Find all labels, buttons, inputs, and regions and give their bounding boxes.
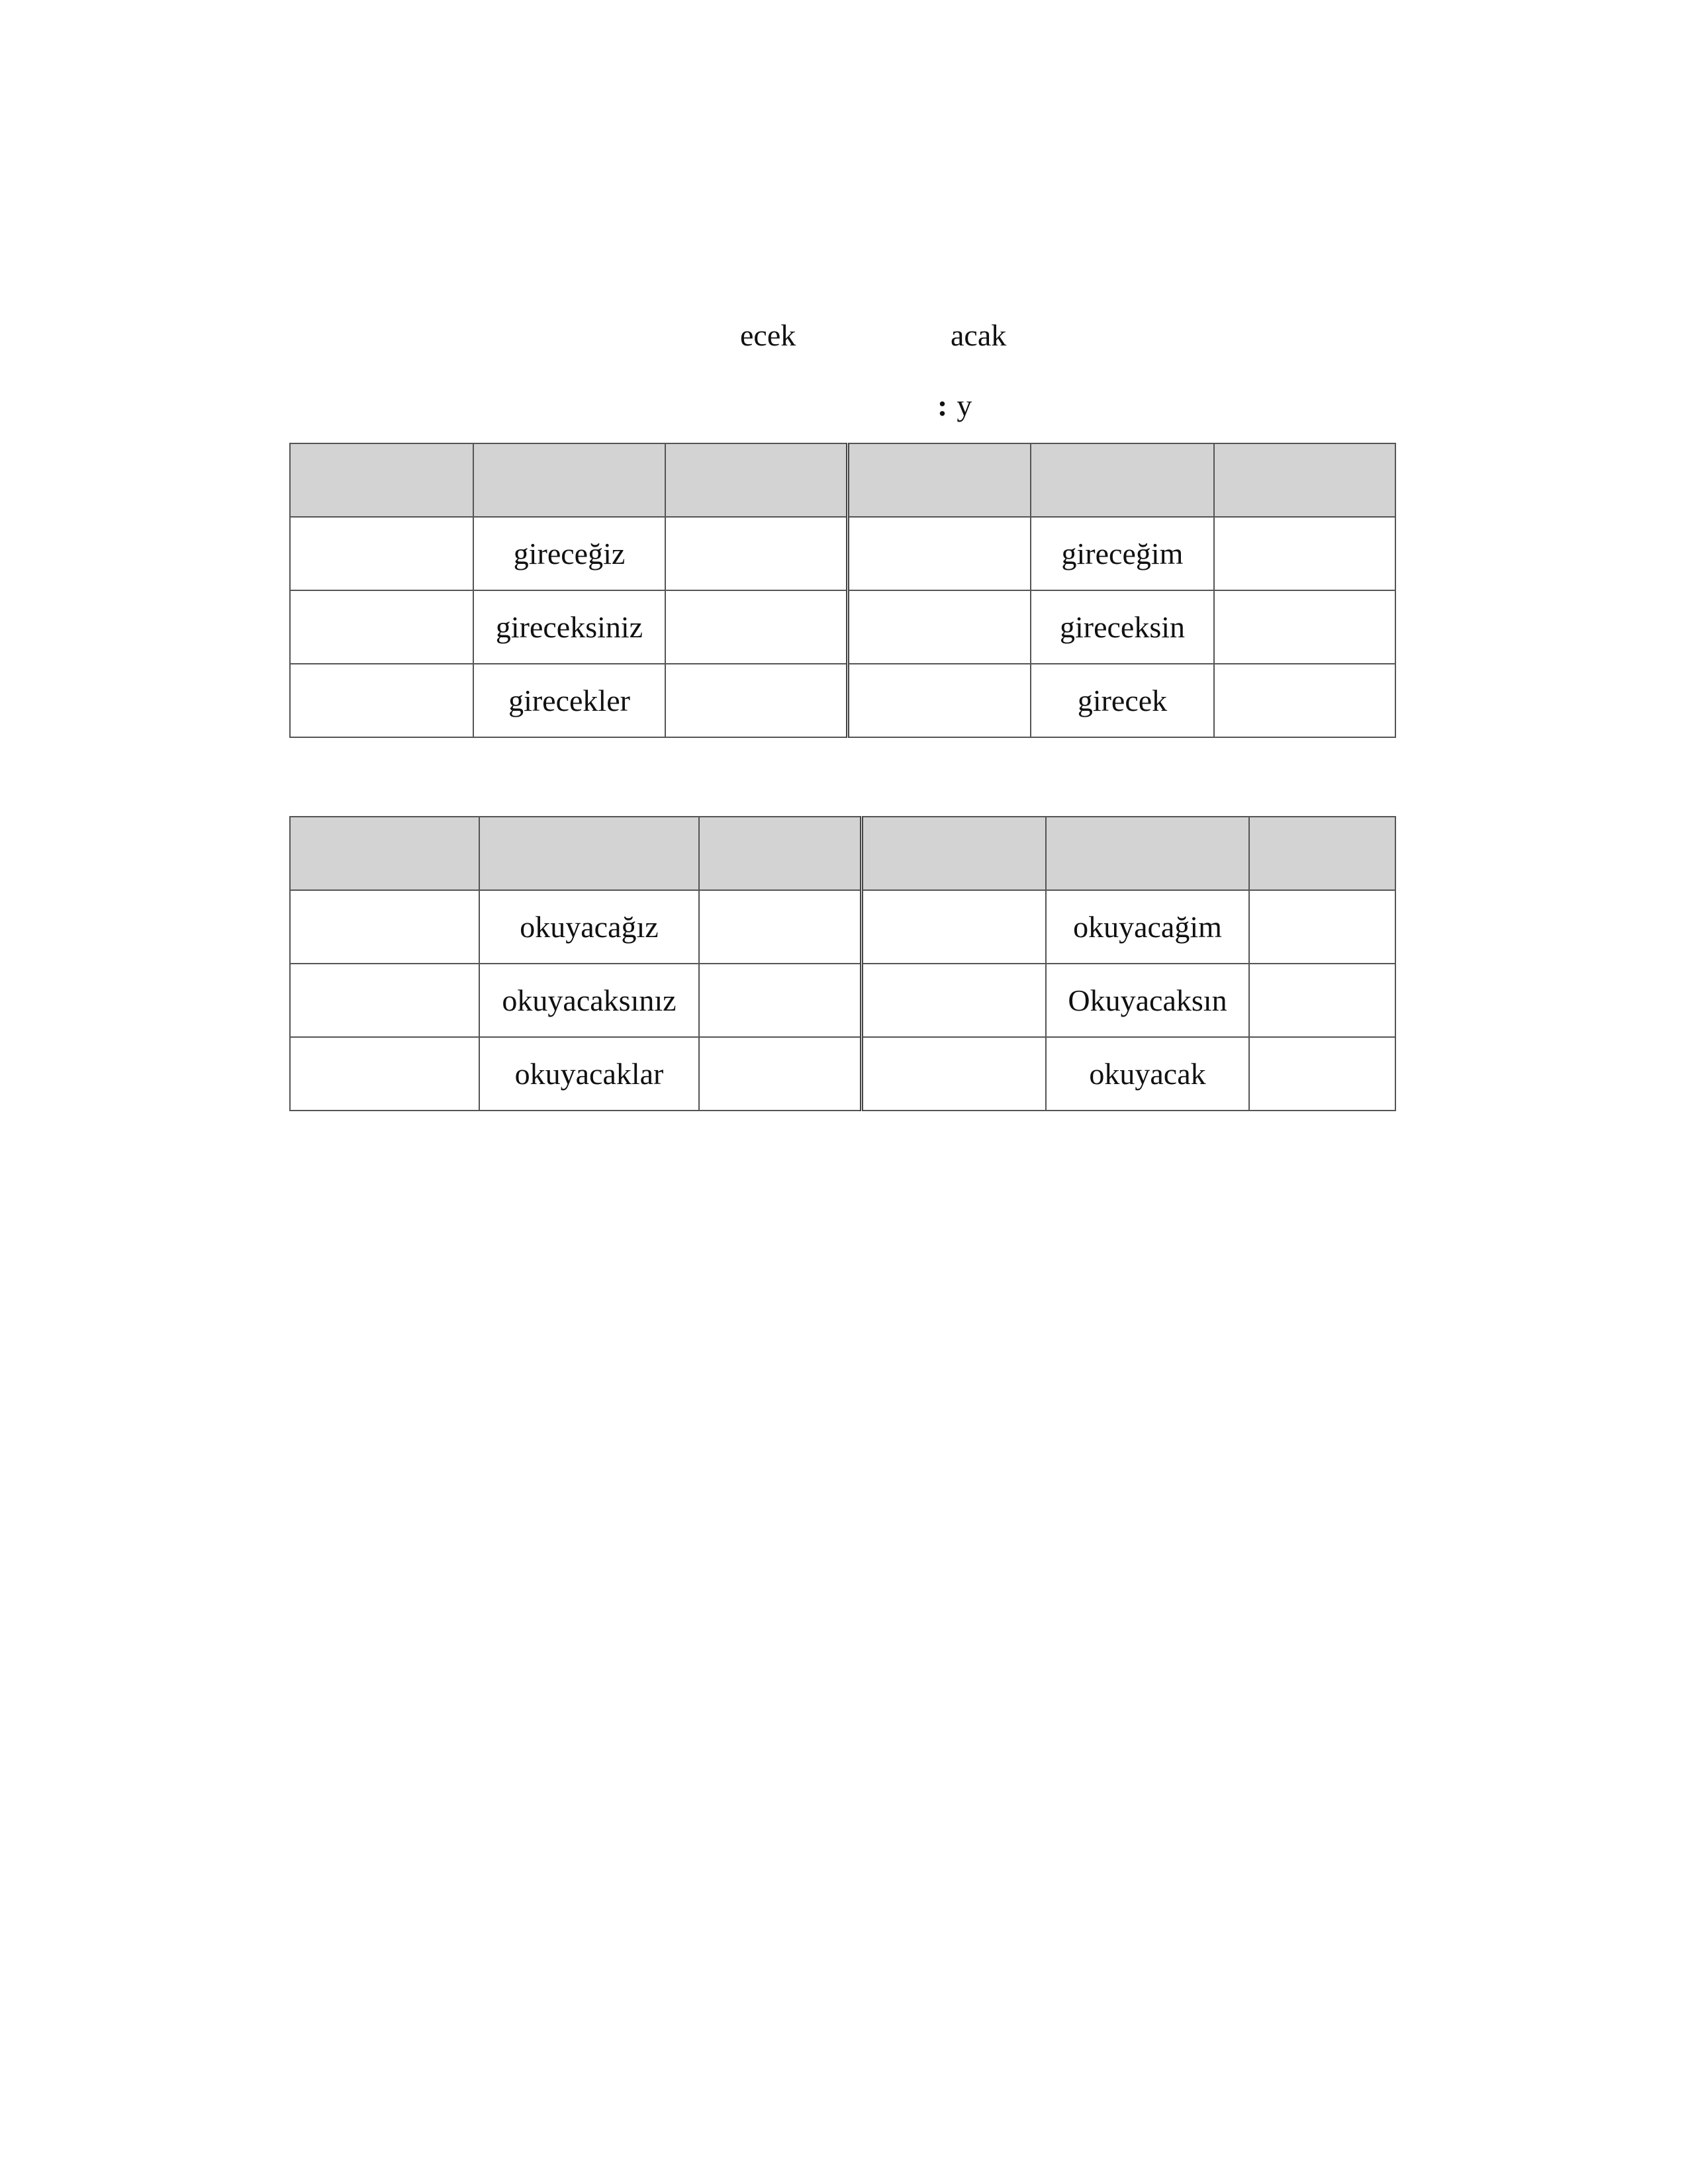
header-cell (861, 817, 1046, 890)
table-cell (290, 890, 479, 964)
suffix-acak: acak (951, 318, 1007, 352)
verb-form-cell: okuyacak (1046, 1037, 1249, 1111)
table-cell (290, 517, 473, 590)
table-cell (861, 890, 1046, 964)
table-cell (847, 590, 1031, 664)
table-row (290, 890, 1395, 964)
conjugation-table-gir (289, 443, 1396, 738)
table-cell (290, 664, 473, 737)
header-cell (290, 817, 479, 890)
table-row (290, 664, 1395, 737)
header-cell (1214, 443, 1395, 517)
verb-form-cell: girecek (1031, 664, 1214, 737)
table-cell (699, 890, 861, 964)
colon-mark: : (937, 388, 948, 422)
buffer-letter: y (957, 388, 972, 422)
header-cell (847, 443, 1031, 517)
buffer-letter-line (937, 390, 972, 421)
table-cell (699, 1037, 861, 1111)
table-cell (1214, 517, 1395, 590)
table-cell (861, 964, 1046, 1037)
header-cell (665, 443, 847, 517)
verb-form-cell: Okuyacaksın (1046, 964, 1249, 1037)
table-cell (1249, 1037, 1395, 1111)
table-row (290, 590, 1395, 664)
table-cell (847, 517, 1031, 590)
table-cell (1214, 590, 1395, 664)
header-cell (1031, 443, 1214, 517)
table-cell (847, 664, 1031, 737)
table-header-row (290, 443, 1395, 517)
header-cell (699, 817, 861, 890)
verb-form-cell: okuyacağız (479, 890, 699, 964)
verb-form-cell: okuyacaklar (479, 1037, 699, 1111)
header-cell (1046, 817, 1249, 890)
table-cell (290, 590, 473, 664)
table-header-row (290, 817, 1395, 890)
header-cell (1249, 817, 1395, 890)
table-cell (665, 590, 847, 664)
table-row (290, 1037, 1395, 1111)
table-row (290, 964, 1395, 1037)
table-cell (290, 964, 479, 1037)
table-cell (665, 664, 847, 737)
table-cell (290, 1037, 479, 1111)
table-cell (1249, 964, 1395, 1037)
table-cell (1249, 890, 1395, 964)
table-cell (861, 1037, 1046, 1111)
suffix-ecek: ecek (740, 318, 796, 352)
table-row (290, 517, 1395, 590)
table-cell (665, 517, 847, 590)
verb-form-cell: gireceksin (1031, 590, 1214, 664)
verb-form-cell: okuyacaksınız (479, 964, 699, 1037)
table-cell (1214, 664, 1395, 737)
verb-form-cell: gireceğim (1031, 517, 1214, 590)
header-cell (479, 817, 699, 890)
verb-form-cell: gireceksiniz (473, 590, 665, 664)
header-cell (290, 443, 473, 517)
verb-form-cell: okuyacağim (1046, 890, 1249, 964)
table-cell (699, 964, 861, 1037)
conjugation-table-oku (289, 816, 1396, 1111)
verb-form-cell: girecekler (473, 664, 665, 737)
verb-form-cell: gireceğiz (473, 517, 665, 590)
header-cell (473, 443, 665, 517)
